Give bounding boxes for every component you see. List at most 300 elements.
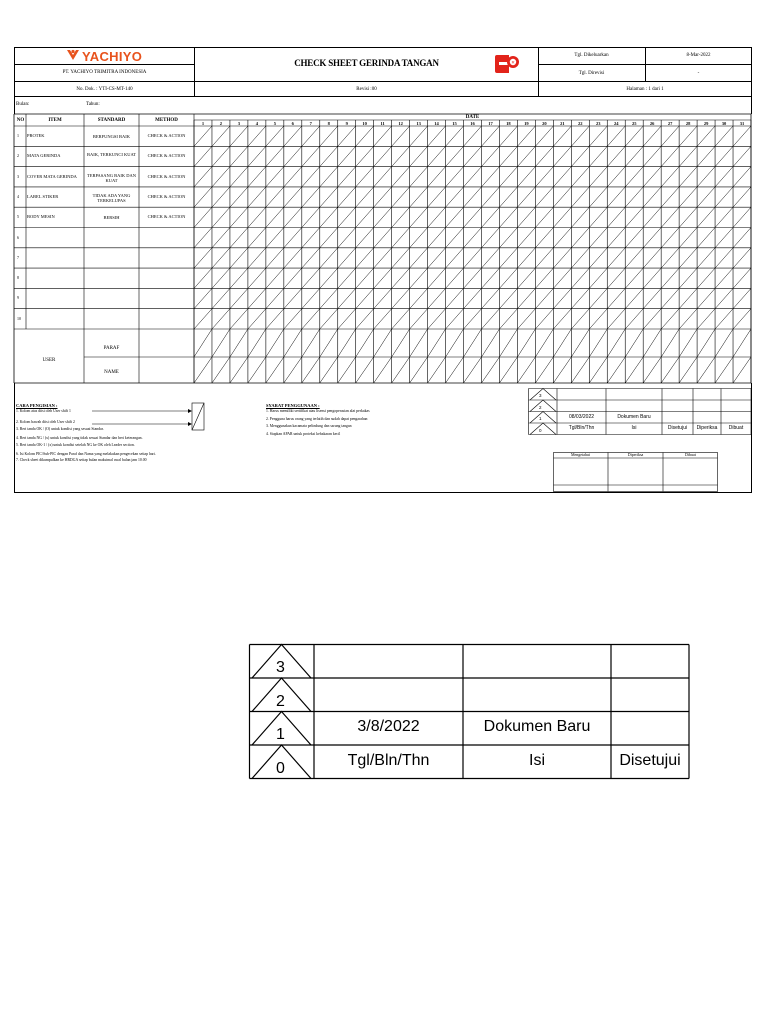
cell-diagonal [517,146,535,166]
cell-diagonal [464,207,482,227]
row-item: COVER MATA GERINDA [27,173,77,179]
cell-diagonal [284,207,302,227]
revision-triangle-icon [530,389,556,401]
cell-diagonal [248,309,266,329]
cell-diagonal [248,329,266,357]
cell-diagonal [697,228,715,248]
row-item: PROTEK [27,133,45,138]
cell-diagonal [194,288,212,308]
cell-diagonal [481,187,499,207]
cell-diagonal [212,309,230,329]
cell-diagonal [428,357,446,383]
document-number: No. Dok. : YTI-CS-MT-140 [76,87,133,92]
cell-diagonal [374,329,392,357]
cell-diagonal [643,207,661,227]
cell-diagonal [625,248,643,268]
cell-diagonal [374,187,392,207]
revision-disetujui: Disetujui [667,425,688,431]
cell-diagonal [553,309,571,329]
cell-diagonal [446,207,464,227]
cell-diagonal [266,288,284,308]
cell-diagonal [607,146,625,166]
day-label: 14 [434,120,439,126]
row-number: 9 [17,295,19,301]
row-number: 8 [17,275,19,281]
cell-diagonal [392,167,410,187]
cell-diagonal [230,268,248,288]
cell-diagonal [230,357,248,383]
cell-diagonal [248,288,266,308]
cell-diagonal [661,288,679,308]
cell-diagonal [356,268,374,288]
cell-diagonal [517,268,535,288]
day-label: 11 [380,120,385,126]
cell-diagonal [302,309,320,329]
tahun-label: Tahun: [86,102,100,107]
cell-diagonal [697,248,715,268]
cell-diagonal [284,268,302,288]
cell-diagonal [571,207,589,227]
cell-diagonal [248,357,266,383]
cell-diagonal [212,187,230,207]
cell-diagonal [481,288,499,308]
day-label: 19 [524,120,529,126]
cell-diagonal [230,309,248,329]
syarat-item: 1. Harus memiliki sertifikat atau lisensi pengoperasian alat perkakas [266,409,370,413]
cell-diagonal [571,288,589,308]
cell-diagonal [715,329,733,357]
page-title: CHECK SHEET GERINDA TANGAN [294,58,439,68]
cell-diagonal [697,126,715,146]
cell-diagonal [625,146,643,166]
day-label: 22 [578,120,583,126]
cell-diagonal [374,207,392,227]
cell-diagonal [464,126,482,146]
cell-diagonal [248,248,266,268]
row-number: 3 [17,173,19,179]
cell-diagonal [643,248,661,268]
day-label: 23 [596,120,601,126]
cell-diagonal [284,357,302,383]
cell-diagonal [661,357,679,383]
cell-diagonal [410,167,428,187]
cara-pengisian-item: 2. Kolom bawah diisi oleh User shift 2 [16,420,75,424]
cell-diagonal [643,288,661,308]
cell-diagonal [212,167,230,187]
cell-diagonal [697,167,715,187]
cell-diagonal [535,288,553,308]
cell-diagonal [517,187,535,207]
cell-diagonal [356,357,374,383]
revision-date: 08/03/2022 [568,413,595,420]
bulan-label: Bulan: [16,102,30,107]
cell-diagonal [410,146,428,166]
cell-diagonal [679,329,697,357]
cell-diagonal [356,228,374,248]
syarat-item: 2. Pengguna harus orang yang terlatih dan sudah dapat pengarahan [266,416,368,421]
cell-diagonal [499,357,517,383]
cell-diagonal [464,329,482,357]
cell-diagonal [535,207,553,227]
cell-diagonal [446,126,464,146]
cell-diagonal [392,126,410,146]
cell-diagonal [715,126,733,146]
cell-diagonal [248,228,266,248]
cell-diagonal [679,288,697,308]
cara-pengisian-item: 6. Isi Kolom PIC/Sub-PIC dengan Paraf dan Nama yang melakukan pengecekan setiap hari. [16,452,156,456]
syarat-item: 4. Siapkan APAR untuk proteksi kebakaran kecil [266,431,341,436]
day-label: 21 [560,120,565,126]
day-label: 10 [362,120,367,126]
cell-diagonal [374,146,392,166]
cell-diagonal [499,228,517,248]
cell-diagonal [302,187,320,207]
cell-diagonal [266,187,284,207]
paraf-label: PARAF [103,346,120,351]
cara-pengisian-item: 4. Beri tanda NG / (x) untuk kondisi yang tidak sesuai Standar dan beri keterangan. [16,436,143,440]
cell-diagonal [284,309,302,329]
cell-diagonal [356,207,374,227]
cell-diagonal [679,167,697,187]
row-standard: BERSIH [103,215,120,221]
cell-diagonal [410,248,428,268]
cell-diagonal [553,126,571,146]
row-number: 6 [17,234,19,240]
cell-diagonal [715,268,733,288]
cell-diagonal [499,207,517,227]
cell-diagonal [356,167,374,187]
revision-triangle-icon [530,423,556,435]
cara-pengisian-item: 1. Kolom atas diisi oleh User shift 1 [16,409,71,413]
cell-diagonal [715,357,733,383]
cell-diagonal [553,288,571,308]
row-item: BODY MESIN [27,214,55,220]
cell-diagonal [481,329,499,357]
zoom-revision-number: 0 [276,759,285,777]
cell-diagonal [284,187,302,207]
cell-diagonal [499,187,517,207]
cell-diagonal [607,228,625,248]
cell-diagonal [517,248,535,268]
cell-diagonal [284,146,302,166]
cell-diagonal [374,167,392,187]
cell-diagonal [320,228,338,248]
cell-diagonal [428,187,446,207]
cell-diagonal [230,288,248,308]
cell-diagonal [571,329,589,357]
cell-diagonal [410,288,428,308]
cell-diagonal [607,167,625,187]
cell-diagonal [553,357,571,383]
cell-diagonal [338,228,356,248]
cell-diagonal [679,187,697,207]
cell-diagonal [661,207,679,227]
cell-diagonal [356,309,374,329]
cell-diagonal [392,288,410,308]
cell-diagonal [517,228,535,248]
cell-diagonal [697,268,715,288]
cell-diagonal [302,228,320,248]
cell-diagonal [212,228,230,248]
cell-diagonal [697,357,715,383]
cell-diagonal [320,309,338,329]
cell-diagonal [607,288,625,308]
approval-box [553,452,718,492]
cell-diagonal [643,329,661,357]
row-number: 2 [17,153,19,159]
row-number: 5 [17,214,19,220]
day-label: 4 [255,120,258,126]
cell-diagonal [661,146,679,166]
cell-diagonal [230,228,248,248]
cell-diagonal [212,268,230,288]
cell-diagonal [715,207,733,227]
cell-diagonal [715,309,733,329]
cell-diagonal [428,248,446,268]
cell-diagonal [499,309,517,329]
cell-diagonal [499,248,517,268]
cell-diagonal [428,288,446,308]
cell-diagonal [715,187,733,207]
cell-diagonal [517,329,535,357]
date-header: DATE [465,115,480,120]
cell-diagonal [589,207,607,227]
cell-diagonal [553,248,571,268]
revision-number: 1 [539,416,542,421]
cell-diagonal [697,329,715,357]
row-method: CHECK & ACTION [147,193,186,199]
cell-diagonal [481,248,499,268]
cell-diagonal [284,329,302,357]
cell-diagonal [571,248,589,268]
cell-diagonal [446,146,464,166]
cell-diagonal [607,248,625,268]
cell-diagonal [661,248,679,268]
cell-diagonal [266,309,284,329]
cell-diagonal [535,167,553,187]
cell-diagonal [589,248,607,268]
cell-diagonal [266,167,284,187]
cell-diagonal [428,146,446,166]
cell-diagonal [212,146,230,166]
cell-diagonal [715,288,733,308]
cell-diagonal [464,187,482,207]
cell-diagonal [733,146,751,166]
day-label: 2 [219,120,223,126]
row-number: 4 [17,193,19,199]
cell-diagonal [679,126,697,146]
cell-diagonal [571,268,589,288]
tgl-direvisi-label: Tgl. Direvisi [578,71,605,76]
cell-diagonal [428,268,446,288]
cell-diagonal [733,288,751,308]
cell-diagonal [553,268,571,288]
cell-diagonal [535,309,553,329]
cell-diagonal [661,309,679,329]
cell-diagonal [571,309,589,329]
cell-diagonal [661,126,679,146]
row-method: CHECK & ACTION [147,133,186,138]
cell-diagonal [625,309,643,329]
cell-diagonal [481,126,499,146]
cell-diagonal [643,228,661,248]
cell-diagonal [643,187,661,207]
cell-diagonal [733,167,751,187]
col-no-header: NO [16,118,25,123]
cell-diagonal [553,228,571,248]
cell-diagonal [320,167,338,187]
cell-diagonal [266,126,284,146]
cell-diagonal [733,309,751,329]
cell-diagonal [679,309,697,329]
cell-diagonal [733,207,751,227]
cell-diagonal [571,357,589,383]
cell-diagonal [697,288,715,308]
cell-diagonal [302,288,320,308]
cell-diagonal [248,207,266,227]
revision-diperiksa: Diperiksa [696,425,718,431]
cell-diagonal [625,187,643,207]
cell-diagonal [607,187,625,207]
cell-diagonal [428,126,446,146]
cell-diagonal [356,187,374,207]
cell-diagonal [320,268,338,288]
day-label: 27 [667,120,673,126]
cell-diagonal [428,167,446,187]
cell-diagonal [338,167,356,187]
cell-diagonal [481,268,499,288]
cara-pengisian-item: 5. Beri tanda OK-1 / (x) untuk kondisi setelah NG ke OK oleh Leader section. [16,443,135,447]
row-number: 1 [17,133,19,138]
cell-diagonal [589,126,607,146]
cell-diagonal [338,309,356,329]
cell-diagonal [266,357,284,383]
col-standard-header: STANDARD [97,118,126,123]
revision-isi: Isi [631,425,637,431]
cell-diagonal [320,187,338,207]
cell-diagonal [410,187,428,207]
cell-diagonal [481,146,499,166]
cell-diagonal [428,207,446,227]
cell-diagonal [230,126,248,146]
cell-diagonal [679,357,697,383]
cell-diagonal [733,248,751,268]
cell-diagonal [697,309,715,329]
cell-diagonal [194,268,212,288]
cell-diagonal [356,146,374,166]
cell-diagonal [499,268,517,288]
cell-diagonal [302,357,320,383]
cell-diagonal [499,126,517,146]
page-count: Halaman : 1 dari 1 [626,87,664,92]
cell-diagonal [266,146,284,166]
cell-diagonal [553,146,571,166]
cell-diagonal [374,288,392,308]
approval-mengetahui: Mengetahui [570,452,591,457]
cell-diagonal [607,309,625,329]
cell-diagonal [499,146,517,166]
name-label: NAME [104,370,119,375]
cell-diagonal [733,228,751,248]
cell-diagonal [607,357,625,383]
cell-diagonal [338,268,356,288]
cell-diagonal [374,126,392,146]
cell-diagonal [733,329,751,357]
day-label: 20 [542,120,547,126]
cell-diagonal [194,248,212,268]
company-name: PT. YACHIYO TRIMITRA INDONESIA [62,70,147,75]
cell-diagonal [320,248,338,268]
cell-diagonal [571,187,589,207]
cell-diagonal [428,309,446,329]
cell-diagonal [392,228,410,248]
cell-diagonal [517,207,535,227]
cell-diagonal [302,329,320,357]
row-method: CHECK & ACTION [147,173,186,179]
cell-diagonal [589,329,607,357]
cell-diagonal [320,329,338,357]
cell-diagonal [374,248,392,268]
cell-diagonal [499,329,517,357]
cell-diagonal [589,357,607,383]
cell-diagonal [715,146,733,166]
cell-diagonal [589,288,607,308]
cell-diagonal [571,146,589,166]
zoom-revision-date: Tgl/Bln/Thn [347,751,430,769]
row-item: MATA GERINDA [27,153,61,159]
cell-diagonal [392,187,410,207]
cell-diagonal [248,187,266,207]
cell-diagonal [446,248,464,268]
cara-pengisian-item: 3. Beri tanda OK / (O) untuk kondisi yang sesuai Standar. [16,427,104,431]
cell-diagonal [661,329,679,357]
cell-diagonal [607,329,625,357]
cell-diagonal [410,126,428,146]
revision-date: Tgl/Bln/Thn [568,425,595,431]
cell-diagonal [392,146,410,166]
cell-diagonal [338,187,356,207]
cara-pengisian-title: CARA PENGISIAN : [16,403,58,408]
day-label: 3 [237,120,241,126]
cell-diagonal [589,228,607,248]
cell-diagonal [266,329,284,357]
cell-diagonal [589,268,607,288]
cell-diagonal [589,167,607,187]
cell-diagonal [607,268,625,288]
revision-triangle-icon [530,412,556,424]
cell-diagonal [266,268,284,288]
cell-diagonal [266,228,284,248]
cell-diagonal [679,207,697,227]
cell-diagonal [284,248,302,268]
cell-diagonal [535,268,553,288]
tgl-dikeluarkan-value: 8-Mar-2022 [686,53,711,58]
cell-diagonal [194,126,212,146]
revision-number: 3 [539,393,542,398]
zoom-revision-number: 1 [276,726,285,743]
approval-diperiksa: Diperiksa [627,452,644,457]
cell-diagonal [374,309,392,329]
revision-number: 2 [539,404,542,410]
cell-diagonal [356,288,374,308]
cell-diagonal [481,207,499,227]
col-method-header: METHOD [155,118,178,123]
cell-diagonal [625,207,643,227]
cell-diagonal [230,207,248,227]
cell-diagonal [230,248,248,268]
day-label: 15 [452,120,457,126]
cell-diagonal [212,288,230,308]
